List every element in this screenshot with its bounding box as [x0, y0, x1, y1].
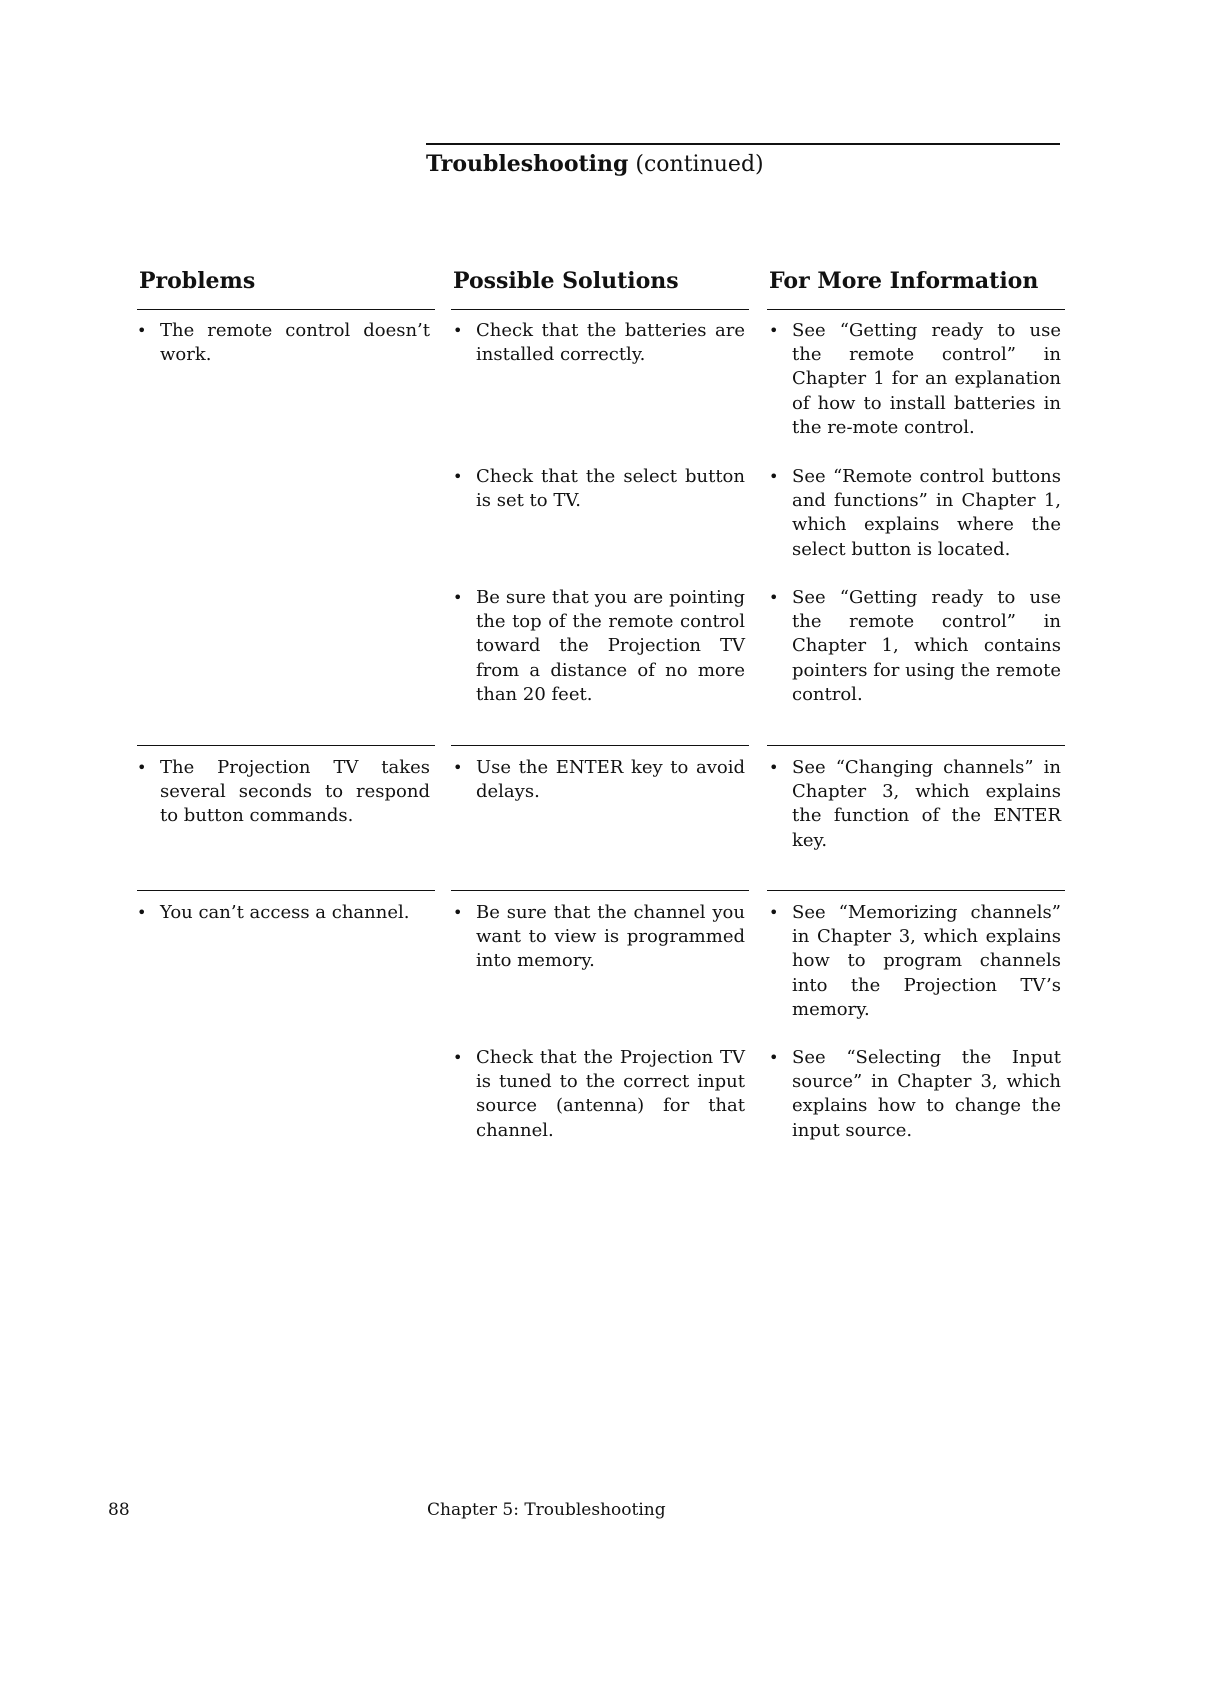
bullet: •: [769, 1048, 779, 1067]
bullet: •: [769, 758, 779, 777]
solution-item: [453, 586, 745, 707]
problem-item: [137, 756, 430, 829]
bullet: •: [769, 588, 779, 607]
solution-text: Be sure that you are pointing the top of the remote control toward the Projection TV from a distance of no more than 20 feet.: [476, 587, 745, 705]
row-divider: [767, 745, 1065, 746]
page-title-bold: Troubleshooting: [426, 151, 629, 177]
bullet: •: [137, 758, 147, 777]
solution-cell: [453, 586, 745, 707]
solution-text: Check that the select button is set to TV.: [476, 466, 745, 512]
solution-item: [453, 1046, 745, 1143]
bullet: •: [769, 467, 779, 486]
info-item: [769, 901, 1061, 1022]
problem-item: [137, 319, 430, 367]
bullet: •: [453, 903, 463, 922]
info-item: [769, 586, 1061, 707]
bullet: •: [453, 321, 463, 340]
solution-text: Be sure that the channel you want to view is programmed into memory.: [476, 902, 745, 972]
solution-item: [453, 465, 745, 513]
row-divider: [451, 309, 749, 310]
info-text: See “Getting ready to use the remote control” in Chapter 1 for an explanation of how to install batteries in the re-mote control.: [792, 320, 1061, 438]
column-heading-solutions: Possible Solutions: [453, 268, 679, 294]
info-text: See “Selecting the Input source” in Chapter 3, which explains how to change the input source.: [792, 1047, 1061, 1141]
page-title: [426, 151, 764, 177]
problem-item: [137, 901, 430, 925]
info-item: [769, 756, 1061, 853]
problem-text: You can’t access a channel.: [160, 902, 410, 923]
row-divider: [451, 745, 749, 746]
info-text: See “Remote control buttons and functions” in Chapter 1, which explains where the select button is located.: [792, 466, 1061, 560]
solution-text: Check that the batteries are installed correctly.: [476, 320, 745, 366]
info-cell: [769, 319, 1061, 440]
column-heading-problems: Problems: [139, 268, 256, 294]
solution-cell: [453, 901, 745, 974]
solution-cell: [453, 1046, 745, 1143]
info-cell: [769, 756, 1061, 853]
row-divider: [767, 309, 1065, 310]
row-divider: [137, 309, 435, 310]
info-text: See “Changing channels” in Chapter 3, which explains the function of the ENTER key.: [792, 757, 1061, 851]
info-text: See “Getting ready to use the remote control” in Chapter 1, which contains pointers for using the remote control.: [792, 587, 1061, 705]
info-item: [769, 1046, 1061, 1143]
footer-chapter: Chapter 5: Troubleshooting: [427, 1500, 666, 1520]
row-divider: [767, 890, 1065, 891]
row-divider: [451, 890, 749, 891]
bullet: •: [453, 758, 463, 777]
solution-item: [453, 319, 745, 367]
solution-text: Use the ENTER key to avoid delays.: [476, 757, 745, 803]
row-divider: [137, 745, 435, 746]
problem-cell: [137, 756, 430, 829]
bullet: •: [137, 321, 147, 340]
page-number: 88: [108, 1500, 130, 1520]
solution-text: Check that the Projection TV is tuned to the correct input source (antenna) for that channel.: [476, 1047, 745, 1141]
info-item: [769, 465, 1061, 562]
problem-cell: [137, 901, 430, 925]
problem-text: The remote control doesn’t work.: [160, 320, 430, 366]
solution-cell: [453, 319, 745, 367]
bullet: •: [453, 1048, 463, 1067]
bullet: •: [453, 588, 463, 607]
info-cell: [769, 586, 1061, 707]
bullet: •: [769, 903, 779, 922]
info-cell: [769, 1046, 1061, 1143]
page-title-continued: (continued): [628, 152, 764, 177]
solution-cell: [453, 465, 745, 513]
info-text: See “Memorizing channels” in Chapter 3, which explains how to program channels into the Projection TV’s memory.: [792, 902, 1061, 1020]
info-cell: [769, 465, 1061, 562]
solution-item: [453, 901, 745, 974]
bullet: •: [453, 467, 463, 486]
column-heading-info: For More Information: [769, 268, 1039, 294]
solution-cell: [453, 756, 745, 804]
info-item: [769, 319, 1061, 440]
row-divider: [137, 890, 435, 891]
bullet: •: [137, 903, 147, 922]
info-cell: [769, 901, 1061, 1022]
problem-text: The Projection TV takes several seconds to respond to button commands.: [160, 757, 430, 827]
bullet: •: [769, 321, 779, 340]
header-rule: [426, 143, 1060, 145]
solution-item: [453, 756, 745, 804]
problem-cell: [137, 319, 430, 367]
